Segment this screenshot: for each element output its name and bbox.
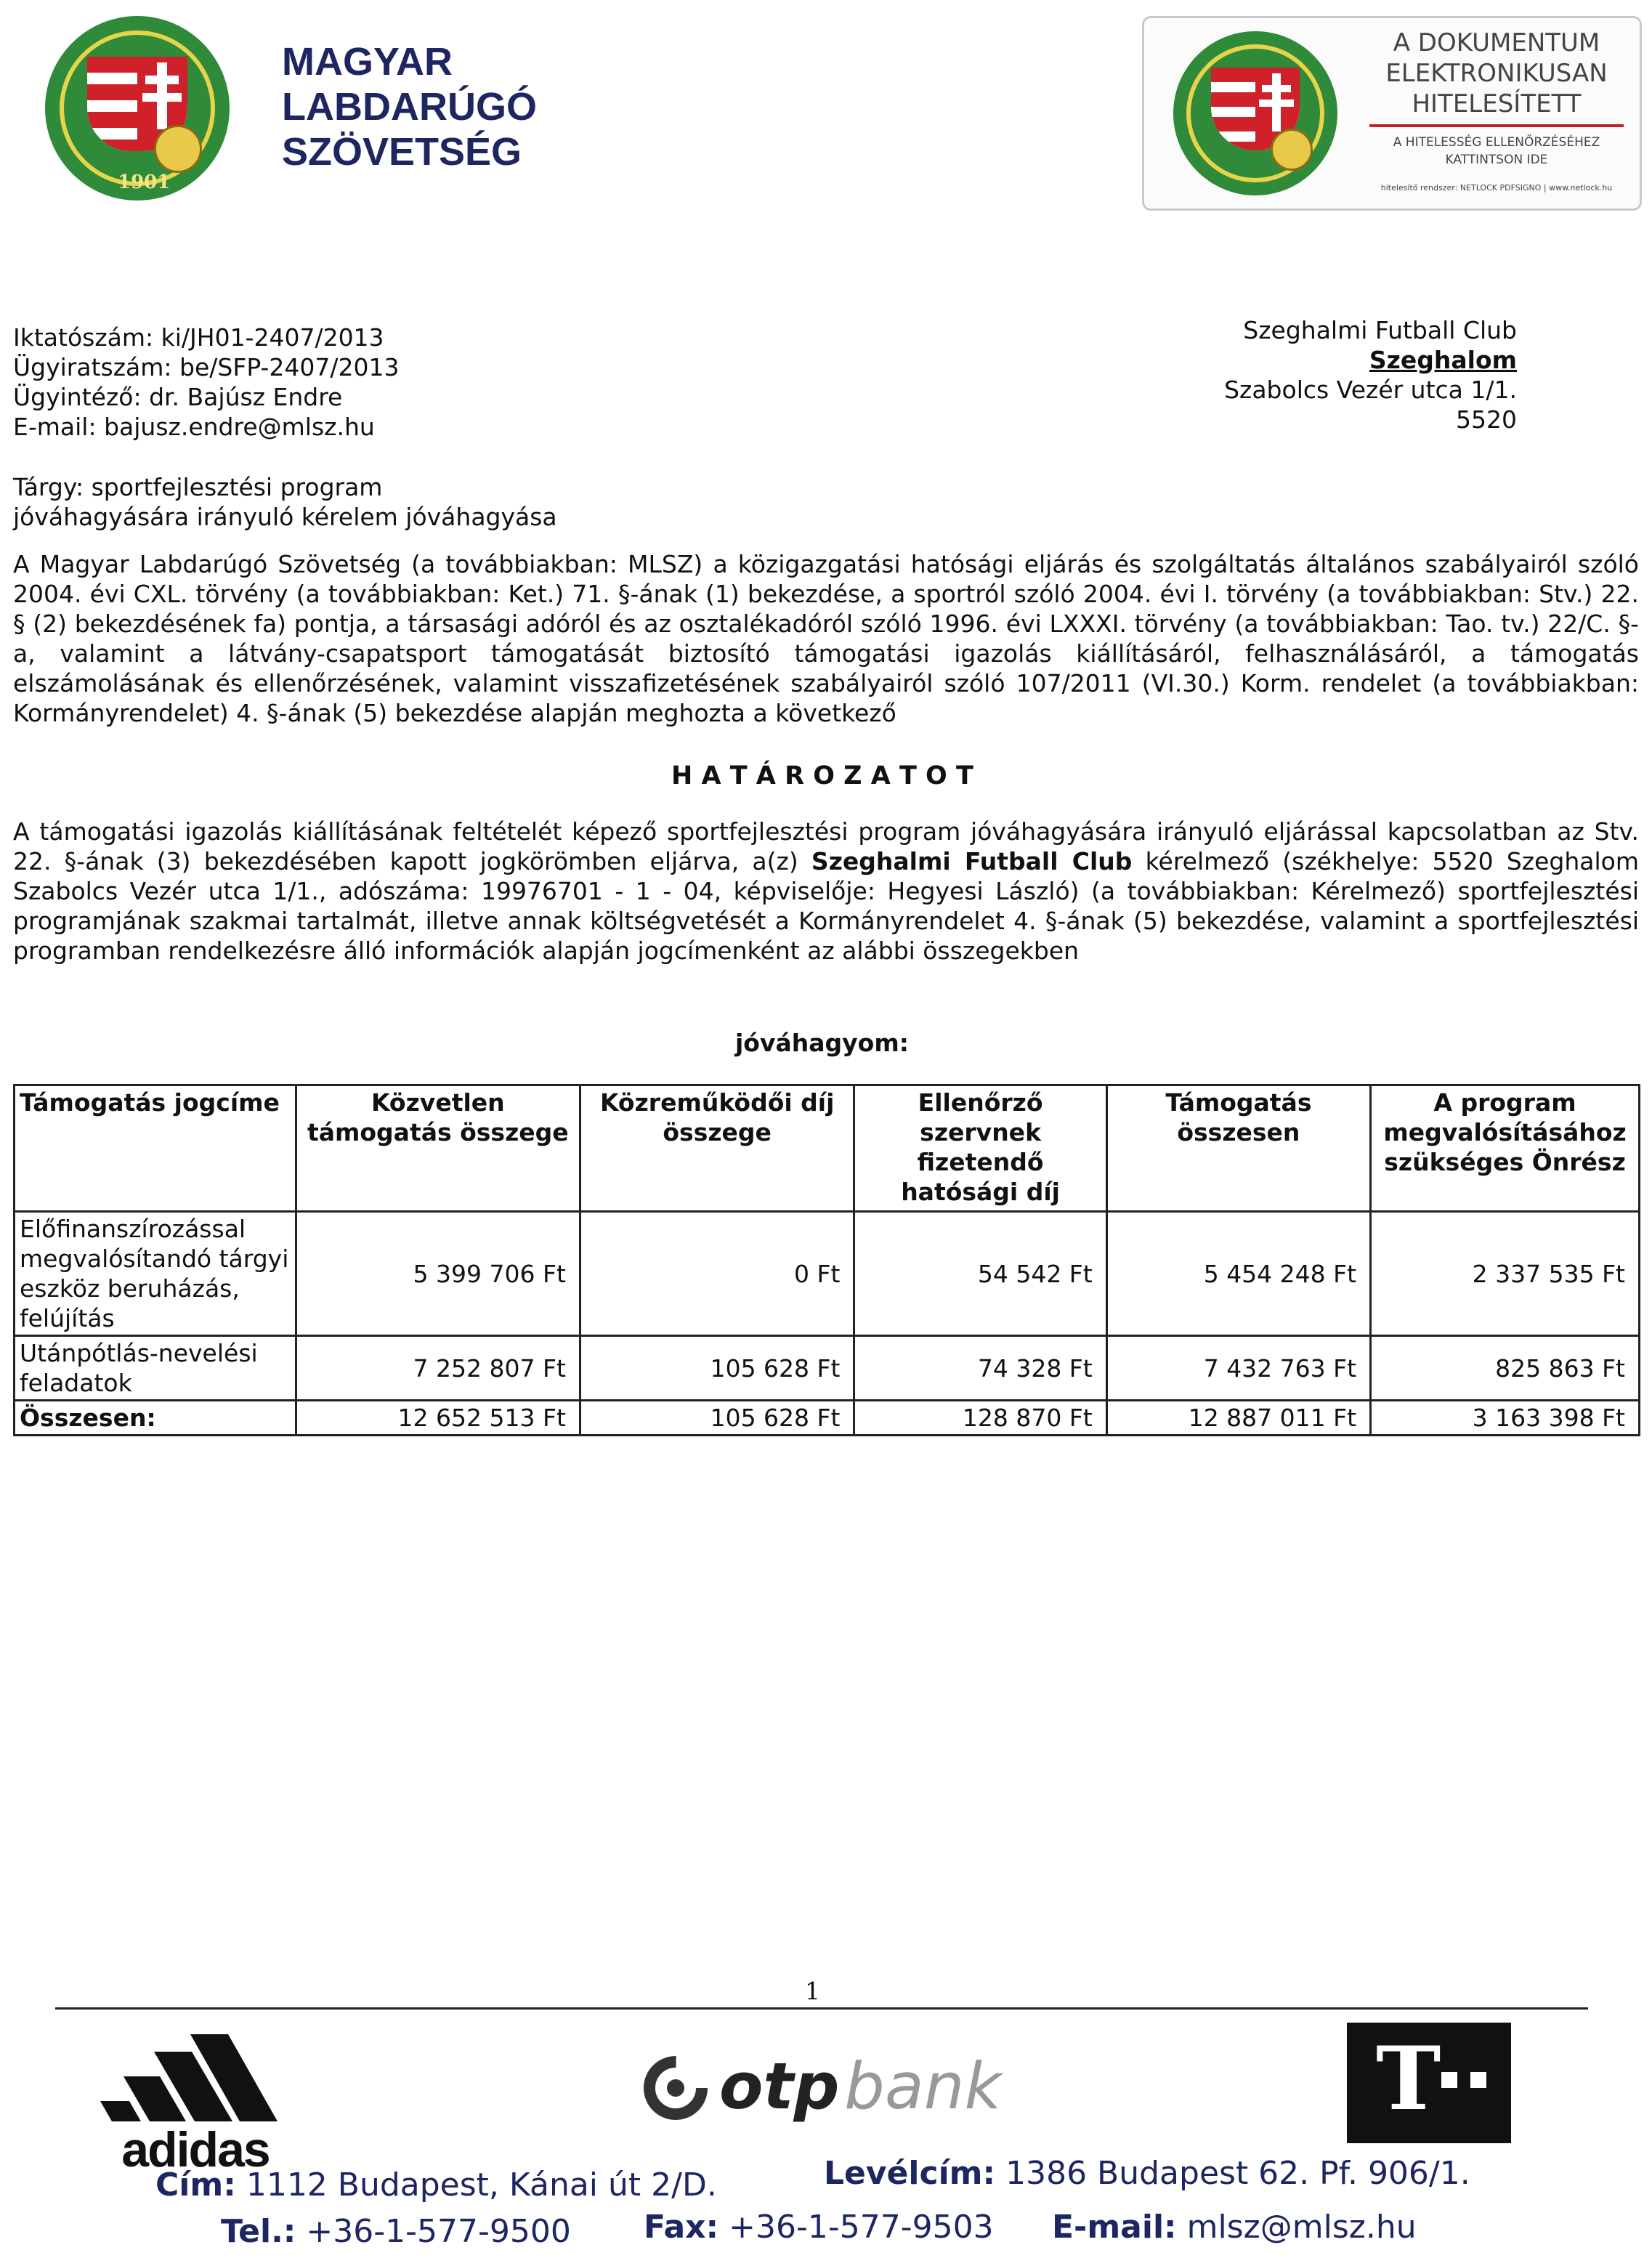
adidas-wordmark: adidas — [121, 2122, 270, 2177]
stamp-click-link[interactable]: KATTINTSON IDE — [1445, 153, 1548, 167]
table-cell: 7 432 763 Ft — [1106, 1336, 1370, 1401]
table-header-cell: Támogatás jogcíme — [15, 1085, 296, 1212]
footer-tel: +36-1-577-9500 — [306, 2213, 571, 2250]
stamp-line-3: HITELESÍTETT — [1412, 89, 1582, 118]
football-icon — [1271, 129, 1313, 171]
subject-line-2: jóváhagyására irányuló kérelem jóváhagyása — [13, 503, 557, 531]
table-cell: 105 628 Ft — [580, 1401, 854, 1436]
otp-wordmark: otp — [719, 2049, 840, 2124]
footer-email-address[interactable]: mlsz@mlsz.hu — [1186, 2209, 1417, 2246]
intro-paragraph: A Magyar Labdarúgó Szövetség (a továbbiakban: MLSZ) a közigazgatási hatósági eljárás és szolgáltatás általános szabályairól szóló 2004. évi CXL. törvény (a továbbiakban: Ket.) 71. §-ának (1) bekezdése, a sportról szóló 2004. évi I. törvény (a továbbiakban: Stv.) 22. § (2) bekezdésének fa) pontja, a társasági adóról és az osztalékadóról szóló 1996. évi LXXXI. törvény (a továbbiakban: Tao. tv.) 22/C. §-a, valamint a látvány-csapatsport támogatását biztosító támogatási igazolás kiállításáról, felhasználásáról, a támogatás elszámolásának és ellenőrzésének, valamint visszafizetésének szabályairól szóló 107/2011 (VI.30.) Korm. rendelet (a továbbiakban: Kormányrendelet) 4. §-ának (5) bekezdése alapján meghozta a következő — [13, 550, 1639, 727]
recipient-zip: 5520 — [1456, 405, 1517, 434]
table-header-cell: Ellenőrző szervnek fizetendő hatósági díj — [854, 1085, 1106, 1212]
iktatoszam: Iktatószám: ki/JH01-2407/2013 — [13, 323, 384, 352]
footer-fax-label: Fax: — [644, 2209, 719, 2246]
table-cell: 0 Ft — [580, 1212, 854, 1336]
authentication-stamp[interactable] — [1142, 16, 1642, 211]
table-cell: 105 628 Ft — [580, 1336, 854, 1401]
decision-title: H A T Á R O Z A T O T — [671, 761, 973, 790]
footer-postal-address — [824, 2155, 1470, 2192]
telekom-logo — [1347, 2023, 1511, 2143]
subject-line-1: Tárgy: sportfejlesztési program — [13, 473, 383, 501]
footer-fax-number: +36-1-577-9503 — [729, 2209, 994, 2246]
decision-club-name: Szeghalmi Futball Club — [811, 847, 1133, 875]
footer-levelcim-label: Levélcím: — [824, 2155, 996, 2192]
table-header-row — [15, 1085, 1640, 1212]
telekom-dot-icon — [1470, 2072, 1486, 2088]
adidas-logo — [97, 2034, 293, 2177]
footer-fax — [644, 2209, 994, 2246]
table-row — [15, 1212, 1640, 1336]
table-cell: 5 399 706 Ft — [296, 1212, 580, 1336]
table-total-row — [15, 1401, 1640, 1436]
stamp-line-1: A DOKUMENTUM — [1393, 28, 1600, 57]
otpbank-logo — [639, 2049, 1017, 2129]
stamp-small-text: hitelesítő rendszer: NETLOCK PDFSIGNO | www.netlock.hu — [1380, 183, 1613, 193]
org-name-line-3: SZÖVETSÉG — [282, 130, 522, 174]
recipient-city: Szeghalom — [1369, 346, 1517, 374]
table-cell: 12 887 011 Ft — [1106, 1401, 1370, 1436]
org-name-line-2: LABDARÚGÓ — [282, 85, 537, 129]
telekom-dot-icon — [1441, 2072, 1457, 2088]
table-cell: 2 337 535 Ft — [1371, 1212, 1640, 1336]
support-table — [13, 1084, 1640, 1436]
org-name — [282, 39, 537, 174]
stamp-line-2: ELEKTRONIKUSAN — [1385, 59, 1608, 88]
footer-cim: 1112 Budapest, Kánai út 2/D. — [246, 2166, 717, 2204]
approve-label: jóváhagyom: — [735, 1029, 909, 1057]
table-cell: 5 454 248 Ft — [1106, 1212, 1370, 1336]
table-cell: 12 652 513 Ft — [296, 1401, 580, 1436]
footer-email[interactable] — [1052, 2209, 1417, 2246]
decision-text-after: kérelmező (székhelye: 5520 Szeghalom Szabolcs Vezér utca 1/1., adószáma: 19976701 - 1 - 04, képviselője: Hegyesi László) (a továbbiakban: Kérelmező) sportfejlesztési programjának szakmai tartalmát, illetve annak költségvetését a Kormányrendelet 4. §-ának (5) bekezdése, valamint a sportfejlesztési programban rendelkezésre álló információk alapján jogcímenként az alábbi összegekben — [13, 847, 1639, 965]
decision-paragraph — [13, 817, 1639, 966]
table-cell-label: Előfinanszírozással megvalósítandó tárgyi eszköz beruházás, felújítás — [15, 1212, 296, 1336]
footer-levelcim: 1386 Budapest 62. Pf. 906/1. — [1005, 2155, 1470, 2192]
stamp-check-text: A HITELESSÉG ELLENŐRZÉSÉHEZ — [1393, 135, 1600, 150]
org-name-line-1: MAGYAR — [282, 40, 453, 84]
stamp-seal-logo — [1173, 31, 1337, 195]
footer-email-label: E-mail: — [1052, 2209, 1177, 2246]
table-cell: 825 863 Ft — [1371, 1336, 1640, 1401]
footer-tel-label: Tel.: — [221, 2213, 296, 2250]
footer-phone — [221, 2213, 571, 2250]
mlsz-seal-logo — [45, 16, 230, 201]
football-icon — [154, 125, 202, 173]
footer-cim-label: Cím: — [155, 2166, 236, 2204]
table-cell-label: Összesen: — [15, 1401, 296, 1436]
bank-wordmark: bank — [844, 2049, 1002, 2124]
recipient-street: Szabolcs Vezér utca 1/1. — [1224, 376, 1517, 404]
footer-address — [155, 2166, 717, 2204]
table-header-cell: Közvetlen támogatás összege — [296, 1085, 580, 1212]
stamp-divider — [1369, 124, 1624, 127]
otp-swirl-icon — [639, 2052, 712, 2124]
decision-text-before: A támogatási igazolás kiállításának feltételét képező sportfejlesztési program jóváhagyására irányuló eljárással kapcsolatban az Stv. 22. §-ának (3) bekezdésében kapott jogkörömben eljárva, a(z) — [13, 817, 1639, 875]
seal-year: 1901 — [118, 171, 171, 193]
table-header-cell: Támogatás összesen — [1106, 1085, 1370, 1212]
adidas-stripes-icon — [97, 2034, 293, 2121]
telekom-t-icon: T — [1376, 2028, 1441, 2130]
table-cell: 128 870 Ft — [854, 1401, 1106, 1436]
table-cell: 74 328 Ft — [854, 1336, 1106, 1401]
ugyiratszam: Ügyiratszám: be/SFP-2407/2013 — [13, 353, 400, 381]
ugyintezo: Ügyintéző: dr. Bajúsz Endre — [13, 383, 343, 411]
table-header-cell: A program megvalósításához szükséges Önrész — [1371, 1085, 1640, 1212]
email-meta: E-mail: bajusz.endre@mlsz.hu — [13, 413, 375, 441]
footer-divider — [55, 2007, 1588, 2010]
table-cell-label: Utánpótlás-nevelési feladatok — [15, 1336, 296, 1401]
table-cell: 3 163 398 Ft — [1371, 1401, 1640, 1436]
recipient-name: Szeghalmi Futball Club — [1243, 316, 1517, 344]
table-cell: 7 252 807 Ft — [296, 1336, 580, 1401]
table-cell: 54 542 Ft — [854, 1212, 1106, 1336]
table-header-cell: Közreműködői díj összege — [580, 1085, 854, 1212]
table-row — [15, 1336, 1640, 1401]
page-number: 1 — [805, 1977, 820, 2005]
